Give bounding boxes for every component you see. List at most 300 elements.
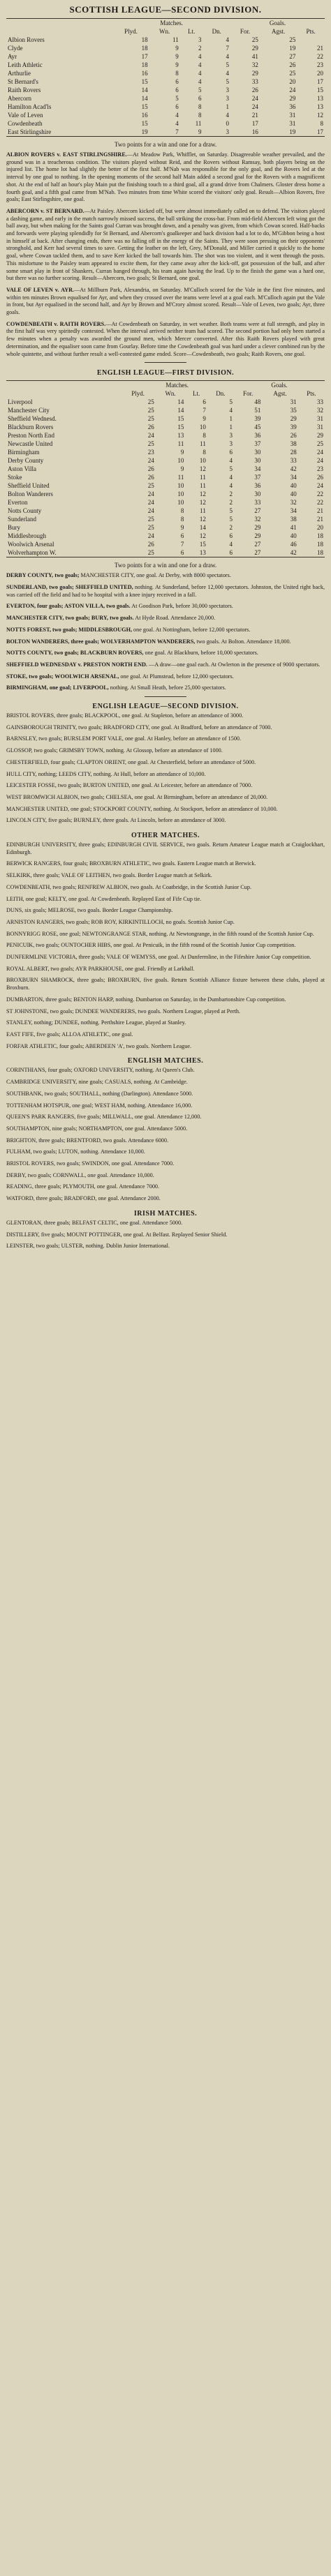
stat-cell: 18 bbox=[141, 61, 148, 68]
match-result: EDINBURGH UNIVERSITY, three goals; EDINBURGH CIVIL SERVICE, two goals. Return Amateur League match at Craiglockhart, Edinburgh. bbox=[6, 841, 325, 855]
table-row bbox=[6, 532, 325, 540]
stat-cell: 29 bbox=[254, 524, 261, 532]
stat-cell: 26 bbox=[147, 465, 154, 473]
match-result: LINCOLN CITY, five goals; BURNLEY, three goals. At Lincoln, before an attendance of 3000. bbox=[6, 817, 226, 824]
stat-cell: 31 bbox=[289, 120, 296, 127]
match-report bbox=[6, 151, 325, 204]
stat-cell: 25 bbox=[147, 407, 154, 414]
stat-cell: 30 bbox=[254, 449, 261, 456]
stat-cell: 12 bbox=[199, 465, 206, 473]
stat-cell: 27 bbox=[254, 541, 261, 548]
stat-cell: 4 bbox=[229, 457, 233, 465]
match-result: DUNS, six goals; MELROSE, two goals. Border League Championship. bbox=[6, 907, 173, 914]
stat-cell: 17 bbox=[317, 78, 323, 85]
club-name: Vale of Leven bbox=[8, 112, 43, 119]
english-second-division-title: ENGLISH LEAGUE—SECOND DIVISION. bbox=[92, 703, 239, 711]
club-name: Abercorn bbox=[8, 95, 31, 102]
stat-cell: 9 bbox=[180, 524, 184, 532]
stat-cell: 48 bbox=[254, 398, 261, 406]
stat-cell: 6 bbox=[175, 87, 179, 93]
stat-cell: 10 bbox=[199, 457, 206, 465]
match-result: MANCHESTER UNITED, one goal; STOCKPORT COUNTY, nothing. At Stockport, before an attendance of 10,000. bbox=[6, 805, 278, 812]
stat-cell: 32 bbox=[290, 499, 297, 507]
club-name: Raith Rovers bbox=[8, 87, 41, 93]
divider bbox=[145, 696, 186, 697]
stat-cell: 24 bbox=[147, 499, 154, 507]
match-result: GLOSSOP, two goals; GRIMSBY TOWN, nothing. At Glossop, before an attendance of 1000. bbox=[6, 747, 223, 754]
match-result: BERWICK RANGERS, four goals; BROXBURN ATHLETIC, two goals. Eastern League match at Berwick. bbox=[6, 860, 256, 867]
stat-cell: 5 bbox=[229, 465, 233, 473]
stat-cell: 34 bbox=[290, 507, 297, 515]
stat-cell: 25 bbox=[289, 70, 296, 77]
stat-cell: 24 bbox=[251, 103, 258, 110]
table-row bbox=[6, 481, 325, 490]
stat-cell: 29 bbox=[254, 532, 261, 540]
stat-cell: 9 bbox=[203, 415, 206, 423]
table-row bbox=[6, 440, 325, 448]
match-result: GLENTORAN, three goals; BELFAST CELTIC, one goal. Attendance 5000. bbox=[6, 1219, 183, 1226]
match-result: EAST FIFE, five goals; ALLOA ATHLETIC, one goal. bbox=[6, 1031, 133, 1038]
match-report bbox=[6, 208, 325, 283]
stat-cell: 4 bbox=[175, 120, 179, 127]
other-matches-results bbox=[6, 841, 325, 1050]
stat-cell: 16 bbox=[251, 128, 258, 135]
column-header: Agst. bbox=[273, 390, 287, 398]
stat-cell: 4 bbox=[229, 407, 233, 414]
stat-cell: 25 bbox=[147, 398, 154, 406]
stat-cell: 14 bbox=[141, 87, 148, 93]
stat-cell: 14 bbox=[141, 95, 148, 102]
stat-cell: 2 bbox=[229, 491, 233, 498]
stat-cell: 11 bbox=[177, 474, 184, 481]
match-result: PENICUIK, two goals; OUNTOCHER HIBS, one goal. At Penicuik, in the fifth round of the Scottish Junior Cup competition. bbox=[6, 942, 296, 949]
table-row bbox=[6, 540, 325, 548]
stat-cell: 14 bbox=[199, 524, 206, 532]
result-heading: DERBY COUNTY, two goals; bbox=[6, 572, 80, 579]
stat-cell: 33 bbox=[251, 78, 258, 85]
stat-cell: 6 bbox=[175, 103, 179, 110]
stat-cell: 27 bbox=[254, 507, 261, 515]
stat-cell: 15 bbox=[141, 103, 148, 110]
match-result: BRISTOL ROVERS, two goals; SWINDON, one goal. Attendance 7000. bbox=[6, 1160, 175, 1167]
result-body: one goal. At Plumstead, before 12,000 spectators. bbox=[120, 673, 234, 680]
result-body: At Hyde Road. Attendance 20,000. bbox=[135, 615, 216, 622]
stat-cell: 24 bbox=[147, 507, 154, 515]
stat-cell: 29 bbox=[251, 70, 258, 77]
table-row bbox=[6, 94, 325, 103]
stat-cell: 20 bbox=[317, 70, 323, 77]
match-result: ST JOHNSTONE, two goals; DUNDEE WANDERERS, two goals. Northern League, played at Perth. bbox=[6, 1008, 240, 1014]
club-name: Cowdenbeath bbox=[8, 120, 43, 127]
match-result: ROYAL ALBERT, two goals; AYR PARKHOUSE, one goal. Friendly at Larkhall. bbox=[6, 965, 195, 972]
stat-cell: 10 bbox=[177, 482, 184, 490]
club-name: St Bernard's bbox=[8, 78, 38, 85]
stat-cell: 36 bbox=[254, 482, 261, 490]
table-row bbox=[6, 111, 325, 119]
stat-cell: 31 bbox=[290, 398, 297, 406]
match-result bbox=[6, 650, 325, 657]
stat-cell: 15 bbox=[141, 120, 148, 127]
match-result: QUEEN'S PARK RANGERS, five goals; MILLWALL, one goal. Attendance 12,000. bbox=[6, 1114, 202, 1121]
result-heading: MANCHESTER CITY, two goals; BURY, two goals. bbox=[6, 615, 134, 622]
match-result: HULL CITY, nothing; LEEDS CITY, nothing. At Hull, before an attendance of 10,000. bbox=[6, 770, 206, 777]
column-header: Dn. bbox=[212, 28, 221, 35]
divider bbox=[145, 362, 186, 363]
match-result: SOUTHAMPTON, nine goals; NORTHAMPTON, one goal. Attendance 5000. bbox=[6, 1125, 188, 1132]
stat-cell: 4 bbox=[229, 482, 233, 490]
stat-cell: 4 bbox=[198, 78, 202, 85]
column-header: For. bbox=[240, 28, 251, 35]
stat-cell: 8 bbox=[198, 112, 202, 119]
stat-cell: 25 bbox=[147, 524, 154, 532]
goals-header: Goals. bbox=[269, 20, 286, 27]
stat-cell: 8 bbox=[203, 432, 206, 440]
stat-cell: 8 bbox=[198, 103, 202, 110]
stat-cell: 4 bbox=[229, 541, 233, 548]
english-matches-results bbox=[6, 1067, 325, 1202]
stat-cell: 13 bbox=[317, 103, 323, 110]
stat-cell: 8 bbox=[203, 449, 206, 456]
club-name: Bury bbox=[8, 524, 20, 532]
stat-cell: 18 bbox=[317, 532, 323, 540]
stat-cell: 31 bbox=[289, 112, 296, 119]
match-result bbox=[6, 638, 325, 646]
stat-cell: 45 bbox=[254, 424, 261, 431]
stat-cell: 37 bbox=[254, 440, 261, 448]
match-result: BRISTOL ROVERS, three goals; BLACKPOOL, one goal. At Stapleton, before an attendance of 3000. bbox=[6, 712, 244, 719]
sports-column bbox=[6, 0, 325, 1255]
stat-cell: 46 bbox=[290, 541, 297, 548]
stat-cell: 26 bbox=[317, 474, 323, 481]
stat-cell: 34 bbox=[290, 474, 297, 481]
stat-cell: 3 bbox=[226, 95, 230, 102]
goals-header: Goals. bbox=[271, 382, 288, 389]
result-heading: STOKE, two goals; WOOLWICH ARSENAL, bbox=[6, 673, 119, 680]
match-result: BARNSLEY, two goals; BURSLEM PORT VALE, one goal. At Hanley, before an attendance of 1500. bbox=[6, 735, 242, 742]
match-result: DUMBARTON, three goals; BENTON HARP, nothing. Dumbarton on Saturday, in the Dumbartonshire Cup competition. bbox=[6, 996, 286, 1003]
club-name: Aston Villa bbox=[8, 465, 37, 473]
club-name: Manchester City bbox=[8, 407, 50, 414]
stat-cell: 41 bbox=[251, 53, 258, 60]
scottish-league-table bbox=[6, 18, 325, 137]
stat-cell: 9 bbox=[198, 128, 202, 135]
table-row bbox=[6, 128, 325, 136]
stat-cell: 7 bbox=[180, 541, 184, 548]
match-result: BONNYRIGG ROSE, one goal; NEWTONGRANGE STAR, nothing. At Newtongrange, in the fifth round of the Scottish Junior Cup. bbox=[6, 930, 314, 937]
club-name: Sheffield United bbox=[8, 482, 50, 490]
column-header: Pts. bbox=[307, 390, 316, 398]
stat-cell: 18 bbox=[141, 36, 148, 43]
stat-cell: 12 bbox=[199, 532, 206, 540]
stat-cell: 29 bbox=[251, 45, 258, 52]
stat-cell: 39 bbox=[290, 424, 297, 431]
stat-cell: 26 bbox=[147, 541, 154, 548]
stat-cell: 8 bbox=[175, 70, 179, 77]
table-row bbox=[6, 406, 325, 414]
table-row bbox=[6, 465, 325, 473]
stat-cell: 24 bbox=[147, 457, 154, 465]
stat-cell: 1 bbox=[229, 415, 233, 423]
stat-cell: 4 bbox=[226, 112, 230, 119]
stat-cell: 26 bbox=[290, 432, 297, 440]
match-result: CAMBRIDGE UNIVERSITY, nine goals; CASUALS, nothing. At Cambridge. bbox=[6, 1079, 188, 1086]
club-name: Wolverhampton W. bbox=[8, 549, 57, 557]
table-row bbox=[6, 515, 325, 523]
stat-cell: 28 bbox=[290, 449, 297, 456]
stat-cell: 9 bbox=[175, 45, 179, 52]
result-body: nothing. At Small Heath, before 25,000 spectators. bbox=[110, 684, 226, 691]
stat-cell: 6 bbox=[175, 78, 179, 85]
stat-cell: 21 bbox=[317, 507, 323, 515]
match-result: READING, three goals; PLYMOUTH, one goal. Attendance 7000. bbox=[6, 1183, 160, 1190]
club-name: Derby County bbox=[8, 457, 44, 465]
column-header: Dn. bbox=[216, 390, 226, 398]
stat-cell: 8 bbox=[180, 516, 184, 523]
match-result bbox=[6, 615, 325, 622]
result-heading: SHEFFIELD WEDNESDAY v. PRESTON NORTH END. bbox=[6, 661, 147, 668]
table-row bbox=[6, 119, 325, 128]
stat-cell: 33 bbox=[290, 457, 297, 465]
stat-cell: 6 bbox=[229, 449, 233, 456]
result-heading: EVERTON, four goals; ASTON VILLA, two goals. bbox=[6, 603, 131, 610]
stat-cell: 16 bbox=[141, 112, 148, 119]
report-body: —At Cowdenbeath on Saturday, in wet weather. Both teams were at full strength, and play in the first half was very spiritedly contested. When the interval arrived neither team had scored. The second portion had only been started a few minutes when a penalty was awarded the ground men, which Mercer converted. After this Raith Rovers played with great determination, and the equaliser soon came from Gourlay. Before time the Cowdenbeath goal was hard under a clever combined run by the whole quintette, and without further result a well-contested game ended. Score—Cowdenbeath, two goals; Raith Rovers, one goal. bbox=[6, 320, 325, 357]
stat-cell: 13 bbox=[177, 432, 184, 440]
other-matches-title: OTHER MATCHES. bbox=[131, 832, 200, 840]
stat-cell: 22 bbox=[317, 53, 323, 60]
stat-cell: 6 bbox=[180, 549, 184, 557]
match-result bbox=[6, 572, 325, 580]
stat-cell: 32 bbox=[317, 407, 323, 414]
match-result: ARNISTON RANGERS, two goals; ROB ROY, KIRKINTILLOCH, no goals. Scottish Junior Cup. bbox=[6, 918, 235, 925]
stat-cell: 15 bbox=[141, 78, 148, 85]
stat-cell: 7 bbox=[226, 45, 230, 52]
stat-cell: 10 bbox=[199, 424, 206, 431]
stat-cell: 26 bbox=[289, 61, 296, 68]
table-row bbox=[6, 103, 325, 111]
scottish-match-reports bbox=[6, 151, 325, 358]
match-result: DISTILLERY, five goals; MOUNT POTTINGER, one goal. At Belfast. Replayed Senior Shield. bbox=[6, 1231, 228, 1238]
match-result bbox=[6, 584, 325, 599]
table-row bbox=[6, 448, 325, 456]
stat-cell: 12 bbox=[317, 112, 323, 119]
stat-cell: 51 bbox=[254, 407, 261, 414]
result-body: one goal. At Nottingham, before 12,000 spectators. bbox=[133, 626, 251, 633]
table-row bbox=[6, 36, 325, 44]
stat-cell: 32 bbox=[251, 61, 258, 68]
column-header: For. bbox=[243, 390, 253, 398]
stat-cell: 11 bbox=[172, 36, 179, 43]
stat-cell: 18 bbox=[141, 45, 148, 52]
stat-cell: 29 bbox=[317, 432, 323, 440]
points-note: Two points for a win and one for a draw. bbox=[114, 562, 217, 569]
club-name: Leith Athletic bbox=[8, 61, 43, 68]
stat-cell: 36 bbox=[289, 103, 296, 110]
stat-cell: 6 bbox=[180, 532, 184, 540]
club-name: Arthurlie bbox=[8, 70, 31, 77]
stat-cell: 23 bbox=[317, 465, 323, 473]
match-result bbox=[6, 684, 325, 692]
column-header: Plyd. bbox=[131, 390, 145, 398]
match-result bbox=[6, 673, 325, 681]
stat-cell: 20 bbox=[317, 524, 323, 532]
stat-cell: 9 bbox=[175, 53, 179, 60]
match-result bbox=[6, 603, 325, 611]
stat-cell: 35 bbox=[290, 407, 297, 414]
stat-cell: 21 bbox=[317, 45, 323, 52]
stat-cell: 36 bbox=[254, 432, 261, 440]
match-result: WATFORD, three goals; BRADFORD, one goal. Attendance 2000. bbox=[6, 1195, 161, 1202]
club-name: Preston North End bbox=[8, 432, 54, 440]
stat-cell: 25 bbox=[289, 36, 296, 43]
report-heading: ABERCORN v. ST BERNARD. bbox=[6, 207, 84, 214]
club-name: Clyde bbox=[8, 45, 23, 52]
stat-cell: 24 bbox=[147, 491, 154, 498]
table-row bbox=[6, 398, 325, 406]
match-result: FULHAM, two goals; LUTON, nothing. Attendance 10,000. bbox=[6, 1148, 145, 1155]
stat-cell: 19 bbox=[289, 128, 296, 135]
club-name: Hamilton Acad'ls bbox=[8, 103, 52, 110]
column-header-row bbox=[6, 27, 325, 36]
stat-cell: 22 bbox=[317, 499, 323, 507]
stat-cell: 12 bbox=[199, 491, 206, 498]
stat-cell: 5 bbox=[229, 507, 233, 515]
match-result: SELKIRK, three goals; VALE OF LEITHEN, two goals. Border League match at Selkirk. bbox=[6, 872, 212, 879]
stat-cell: 8 bbox=[180, 507, 184, 515]
english-league-table bbox=[6, 380, 325, 557]
stat-cell: 24 bbox=[317, 482, 323, 490]
table-row bbox=[6, 44, 325, 52]
stat-cell: 38 bbox=[290, 440, 297, 448]
stat-cell: 4 bbox=[226, 36, 230, 43]
stat-cell: 19 bbox=[141, 128, 148, 135]
club-name: Stoke bbox=[8, 474, 22, 481]
stat-cell: 2 bbox=[229, 499, 233, 507]
stat-cell: 9 bbox=[180, 449, 184, 456]
stat-cell: 2 bbox=[198, 45, 202, 52]
stat-cell: 11 bbox=[200, 474, 206, 481]
stat-cell: 15 bbox=[177, 424, 184, 431]
table-row bbox=[6, 414, 325, 423]
match-result: BRIGHTON, three goals; BRENTFORD, two goals. Attendance 6000. bbox=[6, 1137, 169, 1144]
stat-cell: 7 bbox=[203, 407, 206, 414]
result-body: At Goodison Park, before 30,000 spectators. bbox=[131, 603, 233, 610]
report-body: —At Millburn Park, Alexandria, on Saturday. M'Culloch scored for the Vale in the first five minutes, and within ten minutes Brown equalised for Ayr, and when they crossed over the teams were level at a goal each. M'Culloch again put the Vale in front, but Ayr equalised in the second half, and Ayr by Brown and M'Crory almost scored. Result—Vale of Leven, two goals; Ayr, three goals. bbox=[6, 286, 325, 316]
stat-cell: 25 bbox=[147, 482, 154, 490]
stat-cell: 3 bbox=[226, 87, 230, 93]
stat-cell: 37 bbox=[254, 474, 261, 481]
stat-cell: 10 bbox=[177, 491, 184, 498]
result-heading: BOLTON WANDERERS, three goals; WOLVERHAMPTON WANDERERS, bbox=[6, 638, 196, 645]
stat-cell: 31 bbox=[317, 424, 323, 431]
stat-cell: 13 bbox=[317, 95, 323, 102]
stat-cell: 11 bbox=[200, 482, 206, 490]
club-name: Sheffield Wednesd. bbox=[8, 415, 57, 423]
stat-cell: 40 bbox=[290, 532, 297, 540]
stat-cell: 27 bbox=[254, 549, 261, 557]
table-row bbox=[6, 431, 325, 440]
match-result: COWDENBEATH, two goals; RENFREW ALBION, two goals. At Coatbridge, in the Scottish Junior Cup. bbox=[6, 883, 251, 890]
stat-cell: 2 bbox=[229, 524, 233, 532]
table-row bbox=[6, 61, 325, 69]
stat-cell: 34 bbox=[254, 465, 261, 473]
stat-cell: 14 bbox=[177, 407, 184, 414]
match-report bbox=[6, 321, 325, 359]
stat-cell: 21 bbox=[317, 516, 323, 523]
irish-matches-title: IRISH MATCHES. bbox=[133, 1209, 198, 1218]
stat-cell: 24 bbox=[317, 449, 323, 456]
table-row bbox=[6, 86, 325, 94]
stat-cell: 25 bbox=[147, 516, 154, 523]
stat-cell: 10 bbox=[177, 499, 184, 507]
stat-cell: 0 bbox=[226, 120, 230, 127]
column-header: Lt. bbox=[192, 390, 200, 398]
stat-cell: 17 bbox=[141, 53, 148, 60]
club-name: Blackburn Rovers bbox=[8, 424, 54, 431]
stat-cell: 38 bbox=[290, 516, 297, 523]
stat-cell: 3 bbox=[226, 128, 230, 135]
column-header-row bbox=[6, 389, 325, 398]
stat-cell: 5 bbox=[226, 78, 230, 85]
match-result: STANLEY, nothing; DUNDEE, nothing. Perthshire League, played at Stanley. bbox=[6, 1019, 186, 1026]
irish-matches-results bbox=[6, 1220, 325, 1250]
stat-cell: 4 bbox=[198, 53, 202, 60]
stat-cell: 31 bbox=[317, 415, 323, 423]
stat-cell: 19 bbox=[289, 45, 296, 52]
table-row bbox=[6, 473, 325, 481]
result-heading: SUNDERLAND, two goals; SHEFFIELD UNITED, bbox=[6, 583, 133, 590]
stat-cell: 16 bbox=[141, 70, 148, 77]
stat-cell: 41 bbox=[290, 524, 297, 532]
club-name: Notts County bbox=[8, 507, 42, 515]
stat-cell: 20 bbox=[289, 78, 296, 85]
stat-cell: 24 bbox=[289, 87, 296, 93]
result-heading: NOTTS COUNTY, two goals; BLACKBURN ROVERS, bbox=[6, 650, 144, 657]
match-result: LEITH, one goal; KELTY, one goal. At Cowdenbeath. Replayed East of Fife Cup tie. bbox=[6, 895, 202, 902]
stat-cell: 25 bbox=[147, 440, 154, 448]
result-body: —A draw—one goal each. At Owlerton in the presence of 9000 spectators. bbox=[149, 661, 321, 668]
table-row bbox=[6, 456, 325, 465]
report-body: —At Paisley. Abercorn kicked off, but were almost immediately called on to defend. The visitors played a dashing game, and early in the match narrowly missed success, the ball striking the cross-bar. From mid-field Abercorn left wing got the ball away, but when making for the Saints goal Curran was brought down, and a penalty was given, from which Cowan scored. Half-backs and forwards were playing splendidly for St Bernard, and Abercorn's goalkeeper and back division had a lot to do, M'Gibbon being a host in himself at back. After changing ends, there was no falling off in the energy of the Saints. They were soon pressing on their opponents' stronghold, and Kerr had several times to save. Getting the leather on the left, Grey, M'Donald, and Miller carried it quickly to the home goal, where Cowan tackled them, and to save Kerr kicked the ball towards him. The shot was too violent, and it went through the posts. This misfortune to the Paisley team appeared to excite them, for they came away after the kick-off, got possession of the ball, and after some smart play in front of Shankers, Curran banged through, his team again having the lead. Up to the finish the game was a hard one, but there was no further scoring. Result—Abercorn, two goals; St Bernard, one goal. bbox=[6, 207, 325, 282]
table-row bbox=[6, 69, 325, 77]
stat-cell: 23 bbox=[317, 61, 323, 68]
column-header: Agst. bbox=[271, 28, 286, 35]
match-result: LEINSTER, two goals; ULSTER, nothing. Dublin Junior International. bbox=[6, 1243, 170, 1250]
match-result: WEST BROMWICH ALBION, two goals; CHELSEA, one goal. At Birmingham, before an attendance of 20,000. bbox=[6, 793, 268, 800]
stat-cell: 6 bbox=[229, 549, 233, 557]
table-row bbox=[6, 423, 325, 431]
stat-cell: 4 bbox=[198, 61, 202, 68]
stat-cell: 11 bbox=[200, 440, 206, 448]
stat-cell: 25 bbox=[147, 415, 154, 423]
stat-cell: 25 bbox=[147, 549, 154, 557]
table-row bbox=[6, 548, 325, 557]
stat-cell: 13 bbox=[199, 549, 206, 557]
table-row bbox=[6, 77, 325, 86]
stat-cell: 42 bbox=[290, 465, 297, 473]
stat-cell: 25 bbox=[251, 36, 258, 43]
stat-cell: 3 bbox=[198, 36, 202, 43]
stat-cell: 5 bbox=[198, 87, 202, 93]
stat-cell: 6 bbox=[203, 398, 206, 406]
english-first-division-results bbox=[6, 572, 325, 692]
stat-cell: 18 bbox=[317, 549, 323, 557]
stat-cell: 4 bbox=[198, 70, 202, 77]
stat-cell: 12 bbox=[199, 516, 206, 523]
result-body: nothing. At Sunderland, before 12,000 spectators. Johnston, the United right back, was carried off the field and had to be hospital with a knee injury received in a fall. bbox=[6, 583, 325, 598]
stat-cell: 6 bbox=[229, 532, 233, 540]
stat-cell: 7 bbox=[175, 128, 179, 135]
